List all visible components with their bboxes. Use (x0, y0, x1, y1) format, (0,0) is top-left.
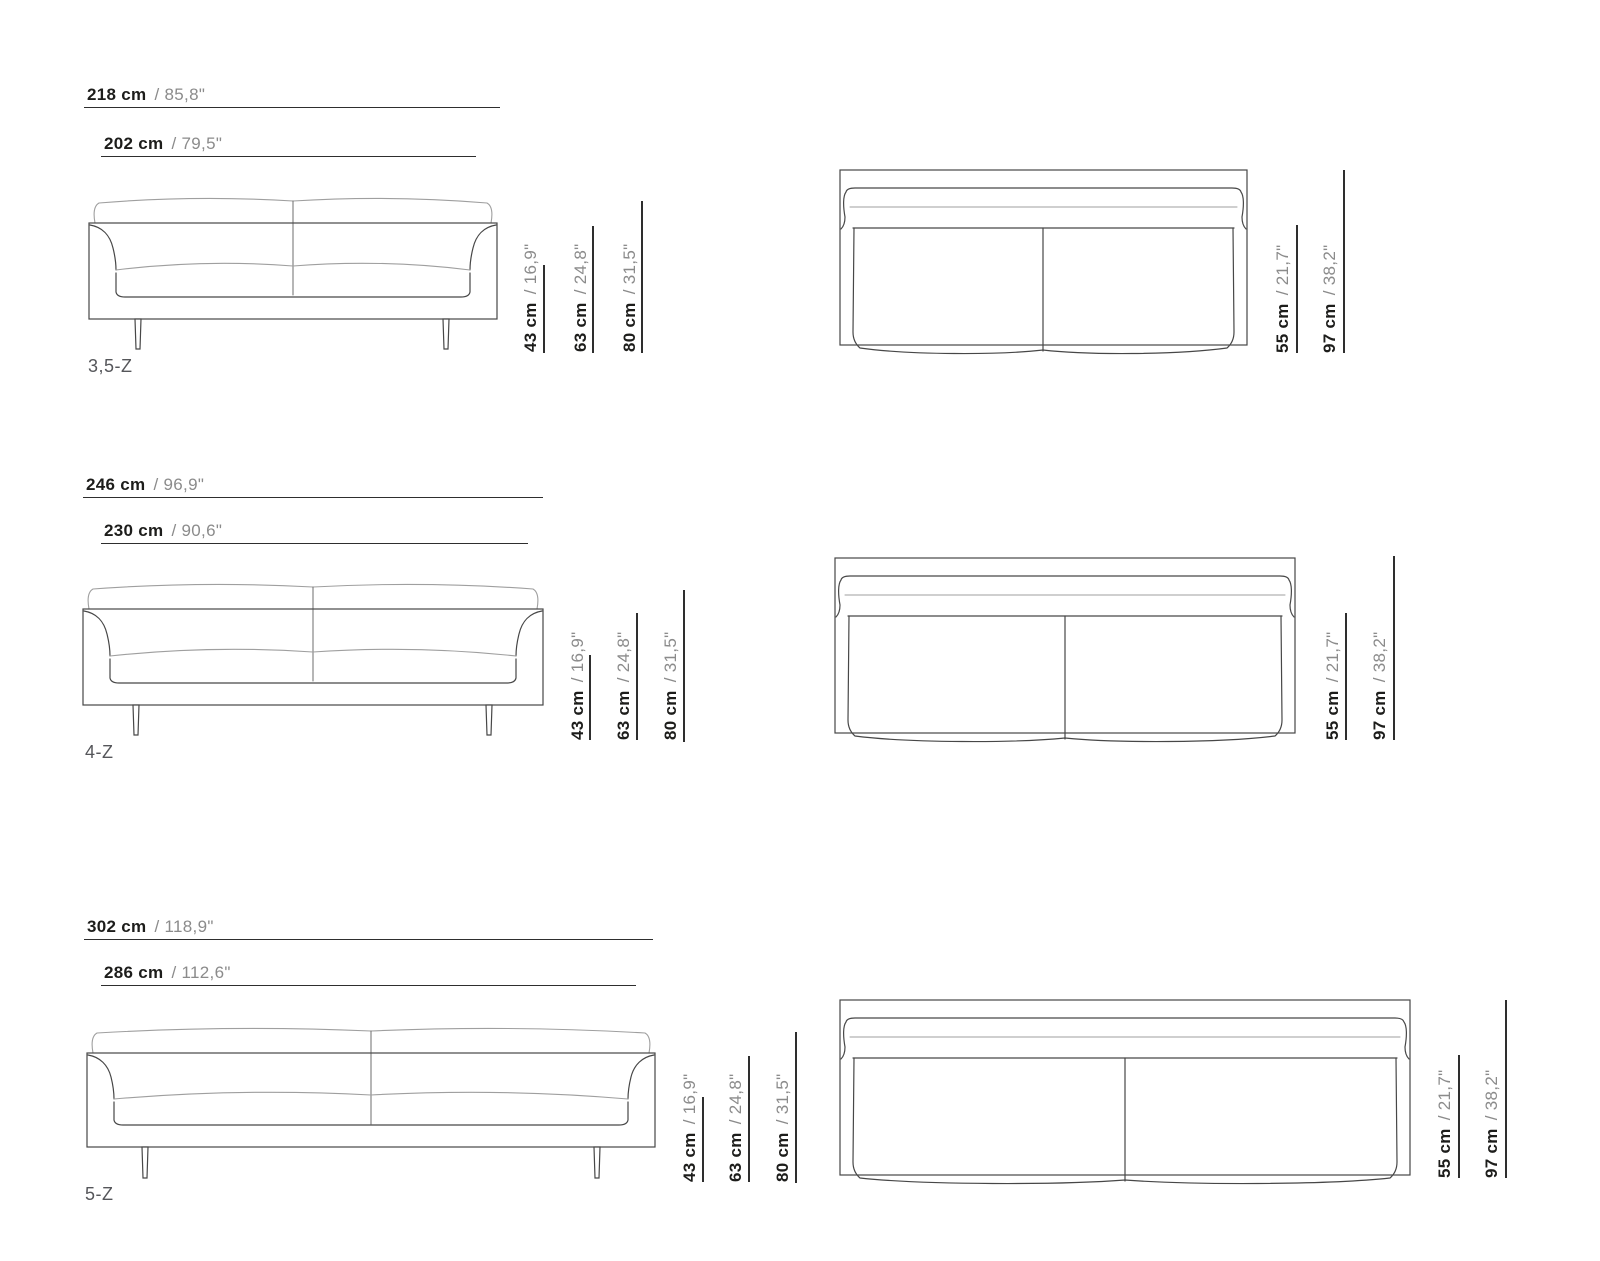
dimline-total-depth-4z (1393, 556, 1395, 740)
arm-height-dim-4z: 63 cm / 24,8" (614, 631, 633, 740)
dimline-seat-depth-5z (1458, 1055, 1460, 1178)
total-depth-dim-5z: 97 cm / 38,2" (1482, 1069, 1501, 1178)
sofa-front-elevation-5z (80, 1024, 670, 1192)
seat-depth-dim-4z: 55 cm / 21,7" (1323, 631, 1342, 740)
dimline-back-height-5z (795, 1032, 797, 1183)
seat-width-inches-4z: / 90,6" (171, 521, 223, 540)
overall-width-cm-35z: 218 cm (87, 85, 147, 104)
dimline-arm-height-4z (636, 613, 638, 740)
dimline-seat-depth-4z (1345, 613, 1347, 740)
seat-height-dim-4z: 43 cm / 16,9" (568, 631, 587, 740)
seat-depth-dim-5z: 55 cm / 21,7" (1435, 1069, 1454, 1178)
dimline-back-height-35z (641, 201, 643, 353)
dimline-seat-height-35z (543, 265, 545, 353)
back-height-dim-35z: 80 cm / 31,5" (620, 243, 639, 352)
overall-width-inches-5z: / 118,9" (154, 917, 214, 936)
sofa-top-plan-35z (830, 162, 1260, 362)
overall-width-cm-4z: 246 cm (86, 475, 146, 494)
seat-height-dim-35z: 43 cm / 16,9" (521, 243, 540, 352)
arm-height-dim-35z: 63 cm / 24,8" (571, 243, 590, 352)
model-label-35z: 3,5-Z (88, 356, 133, 376)
seat-depth-dim-35z: 55 cm / 21,7" (1273, 244, 1292, 353)
dimline-seat-height-4z (589, 655, 591, 740)
sofa-top-plan-4z (825, 550, 1305, 755)
model-label-4z: 4-Z (85, 742, 114, 762)
total-depth-dim-4z: 97 cm / 38,2" (1370, 631, 1389, 740)
sofa-top-plan-5z (830, 992, 1420, 1197)
seat-width-cm-5z: 286 cm (104, 963, 164, 982)
seat-width-dim-35z (101, 134, 476, 157)
dimline-total-depth-5z (1505, 1000, 1507, 1178)
back-height-dim-4z: 80 cm / 31,5" (661, 631, 680, 740)
dimline-seat-depth-35z (1296, 225, 1298, 353)
overall-width-dim-4z (83, 475, 543, 498)
arm-height-dim-5z: 63 cm / 24,8" (726, 1073, 745, 1182)
sofa-front-elevation-35z (78, 193, 514, 361)
dimline-total-depth-35z (1343, 170, 1345, 353)
seat-width-cm-4z: 230 cm (104, 521, 164, 540)
seat-width-dim-4z (101, 521, 528, 544)
dimline-back-height-4z (683, 590, 685, 742)
dimline-seat-height-5z (702, 1097, 704, 1182)
overall-width-inches-4z: / 96,9" (153, 475, 205, 494)
dimline-arm-height-5z (748, 1056, 750, 1182)
seat-width-cm-35z: 202 cm (104, 134, 164, 153)
total-depth-dim-35z: 97 cm / 38,2" (1320, 244, 1339, 353)
seat-height-dim-5z: 43 cm / 16,9" (680, 1073, 699, 1182)
seat-width-inches-35z: / 79,5" (171, 134, 223, 153)
overall-width-cm-5z: 302 cm (87, 917, 147, 936)
overall-width-dim-5z (84, 917, 653, 940)
seat-width-inches-5z: / 112,6" (171, 963, 231, 982)
model-label-5z: 5-Z (85, 1184, 114, 1204)
dimline-arm-height-35z (592, 226, 594, 353)
sofa-front-elevation-4z (76, 580, 556, 748)
seat-width-dim-5z (101, 963, 636, 986)
overall-width-inches-35z: / 85,8" (154, 85, 206, 104)
back-height-dim-5z: 80 cm / 31,5" (773, 1073, 792, 1182)
overall-width-dim-35z (84, 85, 500, 108)
